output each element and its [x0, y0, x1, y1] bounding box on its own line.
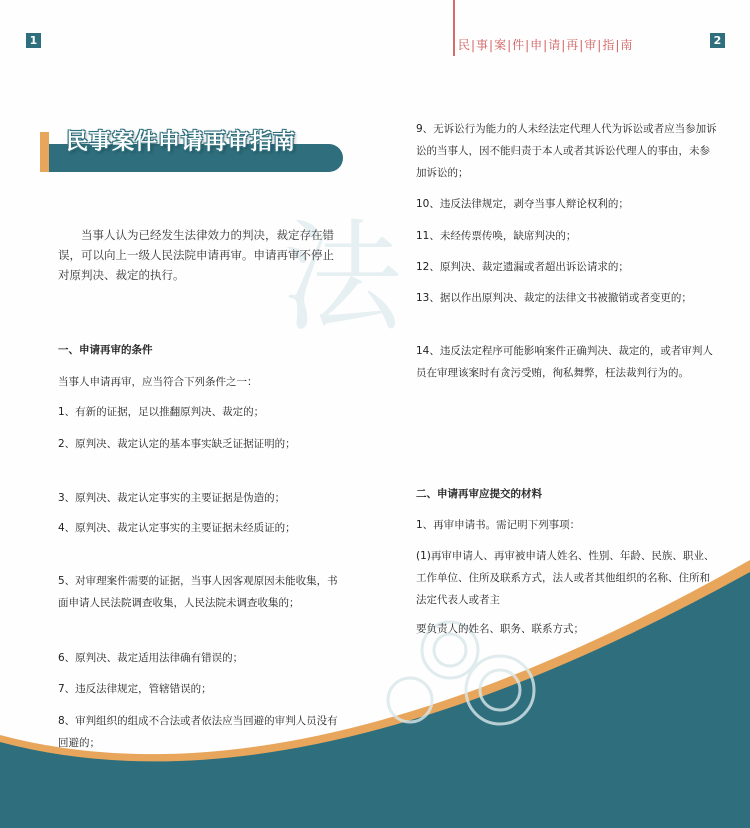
- header-title: 民|事|案|件|申|请|再|审|指|南: [458, 38, 634, 52]
- section2-item1-sub: (1)再审申请人、再审被申请人姓名、性别、年龄、民族、职业、工作单位、住所及联系方式，法人或者其他组织的名称、住所和法定代表人或者主: [416, 550, 715, 606]
- list-item: 1、有新的证据，足以推翻原判决、裁定的；: [58, 406, 265, 418]
- list-item: 9、无诉讼行为能力的人未经法定代理人代为诉讼或者应当参加诉讼的当事人，因不能归责于本人或者其诉讼代理人的事由，未参加诉讼的；: [416, 123, 717, 179]
- header-divider-line: [453, 0, 455, 56]
- title-banner-accent: [40, 132, 49, 172]
- section1-heading: 一、申请再审的条件: [58, 344, 153, 356]
- section2-item1-sub-cont: 要负责人的姓名、职务、联系方式；: [416, 623, 584, 635]
- intro-paragraph: 当事人认为已经发生法律效力的判决，裁定存在错误，可以向上一级人民法院申请再审。申请再审不停止对原判决、裁定的执行。: [58, 228, 334, 282]
- list-item: 7、违反法律规定，管辖错误的；: [58, 683, 212, 695]
- list-item: 11、未经传票传唤，缺席判决的；: [416, 230, 577, 242]
- list-item: 4、原判决、裁定认定事实的主要证据未经质证的；: [58, 522, 296, 534]
- list-item: 8、审判组织的组成不合法或者依法应当回避的审判人员没有回避的；: [58, 715, 338, 749]
- section1-lead: 当事人申请再审，应当符合下列条件之一：: [58, 376, 258, 388]
- list-item: 14、违反法定程序可能影响案件正确判决、裁定的，或者审判人员在审理该案时有贪污受贿，徇私舞弊，枉法裁判行为的。: [416, 345, 713, 379]
- list-item: 13、据以作出原判决、裁定的法律文书被撤销或者变更的；: [416, 292, 692, 304]
- page-number-right: 2: [710, 33, 725, 48]
- page-title: 民事案件申请再审指南: [66, 130, 297, 155]
- section2-heading: 二、申请再审应提交的材料: [416, 488, 542, 500]
- list-item: 6、原判决、裁定适用法律确有错误的；: [58, 652, 244, 664]
- watermark-character: 法: [282, 209, 402, 348]
- page-number-left: 1: [26, 33, 41, 48]
- list-item: 3、原判决、裁定认定事实的主要证据是伪造的；: [58, 492, 286, 504]
- list-item: 5、对审理案件需要的证据，当事人因客观原因未能收集，书面申请人民法院调查收集，人民法院未调查收集的；: [58, 575, 338, 609]
- section2-item1: 1、再审申请书。需记明下列事项：: [416, 519, 581, 531]
- list-item: 12、原判决、裁定遗漏或者超出诉讼请求的；: [416, 261, 629, 273]
- list-item: 2、原判决、裁定认定的基本事实缺乏证据证明的；: [58, 438, 296, 450]
- list-item: 10、违反法律规定，剥夺当事人辩论权利的；: [416, 198, 629, 210]
